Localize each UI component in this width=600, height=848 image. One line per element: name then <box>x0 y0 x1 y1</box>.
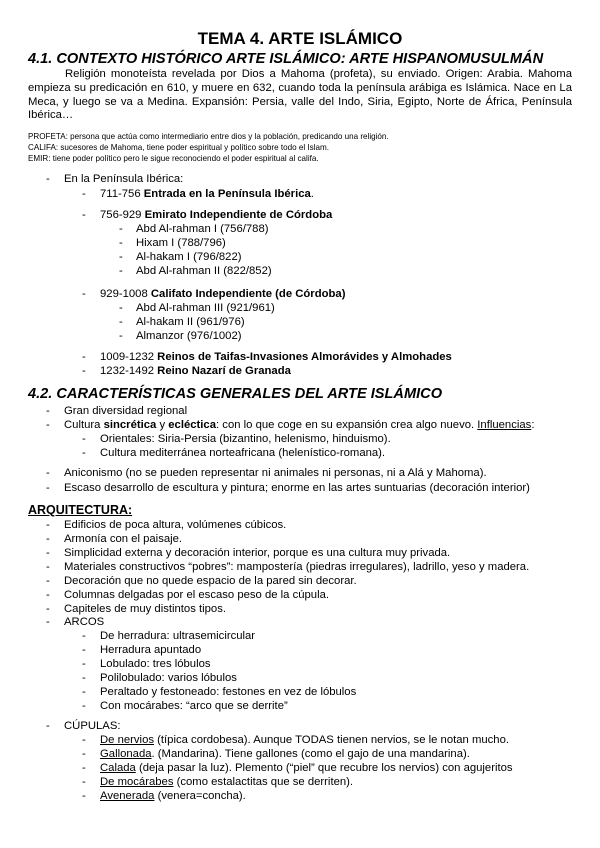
list-dash: - <box>46 519 50 531</box>
list-dash: - <box>82 686 86 698</box>
period-label: Emirato Independiente de Córdoba <box>144 209 333 221</box>
cupulas-label: CÚPULAS: <box>64 720 121 732</box>
period-date: 756-929 <box>100 209 142 221</box>
period-date: 929-1008 <box>100 288 148 300</box>
list-dash: - <box>119 237 123 249</box>
list-dash: - <box>119 251 123 263</box>
arquitectura-item: Materiales constructivos “pobres”: mampostería (piedras irregulares), ladrillo, yeso y madera. <box>64 561 530 573</box>
influence-item: Orientales: Siria-Persia (bizantino, helenismo, hinduismo). <box>100 433 391 445</box>
list-dash: - <box>119 316 123 328</box>
arquitectura-heading: ARQUITECTURA: <box>28 503 133 517</box>
list-dash: - <box>82 288 86 300</box>
list-dash: - <box>46 616 50 628</box>
emir-item: Al-hakam I (796/822) <box>136 251 242 263</box>
list-dash: - <box>46 603 50 615</box>
list-dash: - <box>82 630 86 642</box>
characteristic-item: Escaso desarrollo de escultura y pintura; enorme en las artes suntuarias (decoración interior) <box>64 482 530 494</box>
definitions <box>28 131 389 165</box>
list-dash: - <box>119 302 123 314</box>
period-califato <box>100 287 345 301</box>
list-dash: - <box>46 575 50 587</box>
arquitectura-item: Capiteles de muy distintos tipos. <box>64 603 227 615</box>
intro-text: Religión monoteísta revelada por Dios a Mahoma (profeta), su enviado. Origen: Arabia. Mahoma empieza su predicación en 610, y muere en 632, cuando toda la península arábiga es Islámica. Nace en La Meca, y luego se va a Medina. Expansión: Persia, valle del Indo, Siria, Egipto, Norte de África, Península Ibérica… <box>28 68 572 122</box>
califa-item: Al-hakam II (961/976) <box>136 316 245 328</box>
period-nazari <box>100 364 291 378</box>
list-dash: - <box>46 561 50 573</box>
period-entrada <box>100 187 314 201</box>
list-dash: - <box>82 365 86 377</box>
list-dash: - <box>46 482 50 494</box>
list-dash: - <box>82 188 86 200</box>
list-dash: - <box>82 209 86 221</box>
cupula-desc: (deja pasar la luz). Plemento (“piel” que recubre los nervios) con agujeritos <box>135 762 513 774</box>
emir-item: Abd Al-rahman II (822/852) <box>136 265 272 277</box>
cupula-item <box>100 747 470 761</box>
cupula-term: Gallonada <box>100 748 152 760</box>
arco-item: Peraltado y festoneado: festones en vez de lóbulos <box>100 686 357 698</box>
text-run: y <box>156 419 169 431</box>
cupula-term: Calada <box>100 762 136 774</box>
list-dash: - <box>119 265 123 277</box>
period-date: 711-756 <box>100 188 141 200</box>
list-dash: - <box>82 700 86 712</box>
arco-item: Lobulado: tres lóbulos <box>100 658 211 670</box>
list-dash: - <box>82 790 86 802</box>
cupula-term: De nervios <box>100 734 154 746</box>
period-suffix: . <box>310 188 314 200</box>
page-title: TEMA 4. ARTE ISLÁMICO <box>197 29 403 48</box>
arco-item: Herradura apuntado <box>100 644 202 656</box>
list-dash: - <box>82 762 86 774</box>
definition-califa: CALIFA: sucesores de Mahoma, tiene poder espiritual y político sobre todo el Islam. <box>28 143 329 153</box>
definition-profeta: PROFETA: persona que actúa como intermediario entre dios y la población, predicando una religión. <box>28 132 389 141</box>
text-run: Cultura <box>64 419 104 431</box>
arquitectura-item: Simplicidad externa y decoración interior, porque es una cultura muy privada. <box>64 547 451 559</box>
intro-paragraph <box>28 68 572 123</box>
list-dash: - <box>46 173 50 185</box>
peninsula-label: En la Península Ibérica: <box>64 173 184 185</box>
influence-item: Cultura mediterránea norteafricana (helenístico-romana). <box>100 447 386 459</box>
list-dash: - <box>82 351 86 363</box>
emir-item: Hixam I (788/796) <box>136 237 226 249</box>
cupula-item <box>100 733 509 747</box>
list-dash: - <box>82 644 86 656</box>
period-emirato <box>100 208 332 222</box>
period-label: Reinos de Taifas-Invasiones Almorávides y Almohades <box>157 351 452 363</box>
period-label: Reino Nazarí de Granada <box>157 365 291 377</box>
section-1-heading: 4.1. CONTEXTO HISTÓRICO ARTE ISLÁMICO: ARTE HISPANOMUSULMÁN <box>28 51 544 67</box>
list-dash: - <box>119 330 123 342</box>
cupula-item <box>100 789 246 803</box>
list-dash: - <box>82 734 86 746</box>
list-dash: - <box>119 223 123 235</box>
cupula-item <box>100 761 513 775</box>
cupula-term: Avenerada <box>100 790 155 802</box>
cupula-desc: (típica cordobesa). Aunque TODAS tienen nervios, se le notan mucho. <box>154 734 510 746</box>
list-dash: - <box>46 419 50 431</box>
arquitectura-item: Armonía con el paisaje. <box>64 533 183 545</box>
text-run-underlined: Influencias <box>477 419 532 431</box>
emir-item: Abd Al-rahman I (756/788) <box>136 223 269 235</box>
list-dash: - <box>82 776 86 788</box>
period-label: Califato Independiente (de Córdoba) <box>150 288 346 300</box>
list-dash: - <box>82 447 86 459</box>
arquitectura-item: Edificios de poca altura, volúmenes cúbicos. <box>64 519 287 531</box>
list-dash: - <box>82 748 86 760</box>
text-run-bold: ecléctica <box>168 419 217 431</box>
period-date: 1232-1492 <box>100 365 155 377</box>
cupula-desc: . (Mandarina). Tiene gallones (como el gajo de una mandarina). <box>151 748 470 760</box>
period-taifas <box>100 350 452 364</box>
list-dash: - <box>46 720 50 732</box>
section-2-heading: 4.2. CARACTERÍSTICAS GENERALES DEL ARTE ISLÁMICO <box>28 386 443 402</box>
arquitectura-item: Columnas delgadas por el escaso peso de la cúpula. <box>64 589 330 601</box>
period-date: 1009-1232 <box>100 351 155 363</box>
list-dash: - <box>46 547 50 559</box>
arcos-label: ARCOS <box>64 616 105 628</box>
arco-item: Con mocárabes: “arco que se derrite” <box>100 700 288 712</box>
list-dash: - <box>46 533 50 545</box>
text-run-bold: sincrética <box>103 419 157 431</box>
text-run: : <box>531 419 535 431</box>
cupula-item <box>100 775 353 789</box>
list-dash: - <box>82 672 86 684</box>
arquitectura-item: Decoración que no quede espacio de la pared sin decorar. <box>64 575 357 587</box>
text-run: : con lo que coge en su expansión crea algo nuevo. <box>216 419 478 431</box>
cupula-desc: (como estalactitas que se derriten). <box>173 776 354 788</box>
list-dash: - <box>46 405 50 417</box>
cupula-desc: (venera=concha). <box>154 790 246 802</box>
arco-item: Polilobulado: varios lóbulos <box>100 672 237 684</box>
definition-emir: EMIR: tiene poder político pero le sigue reconociendo el poder espiritual al califa. <box>28 154 319 164</box>
list-dash: - <box>46 589 50 601</box>
characteristic-cultura <box>64 418 534 432</box>
califa-item: Abd Al-rahman III (921/961) <box>136 302 275 314</box>
characteristic-item: Aniconismo (no se pueden representar ni animales ni personas, ni a Alá y Mahoma). <box>64 467 487 479</box>
period-label: Entrada en la Península Ibérica <box>143 188 311 200</box>
list-dash: - <box>82 433 86 445</box>
arco-item: De herradura: ultrasemicircular <box>100 630 256 642</box>
characteristic-item: Gran diversidad regional <box>64 405 188 417</box>
cupula-term: De mocárabes <box>100 776 174 788</box>
califa-item: Almanzor (976/1002) <box>136 330 242 342</box>
list-dash: - <box>82 658 86 670</box>
list-dash: - <box>46 467 50 479</box>
